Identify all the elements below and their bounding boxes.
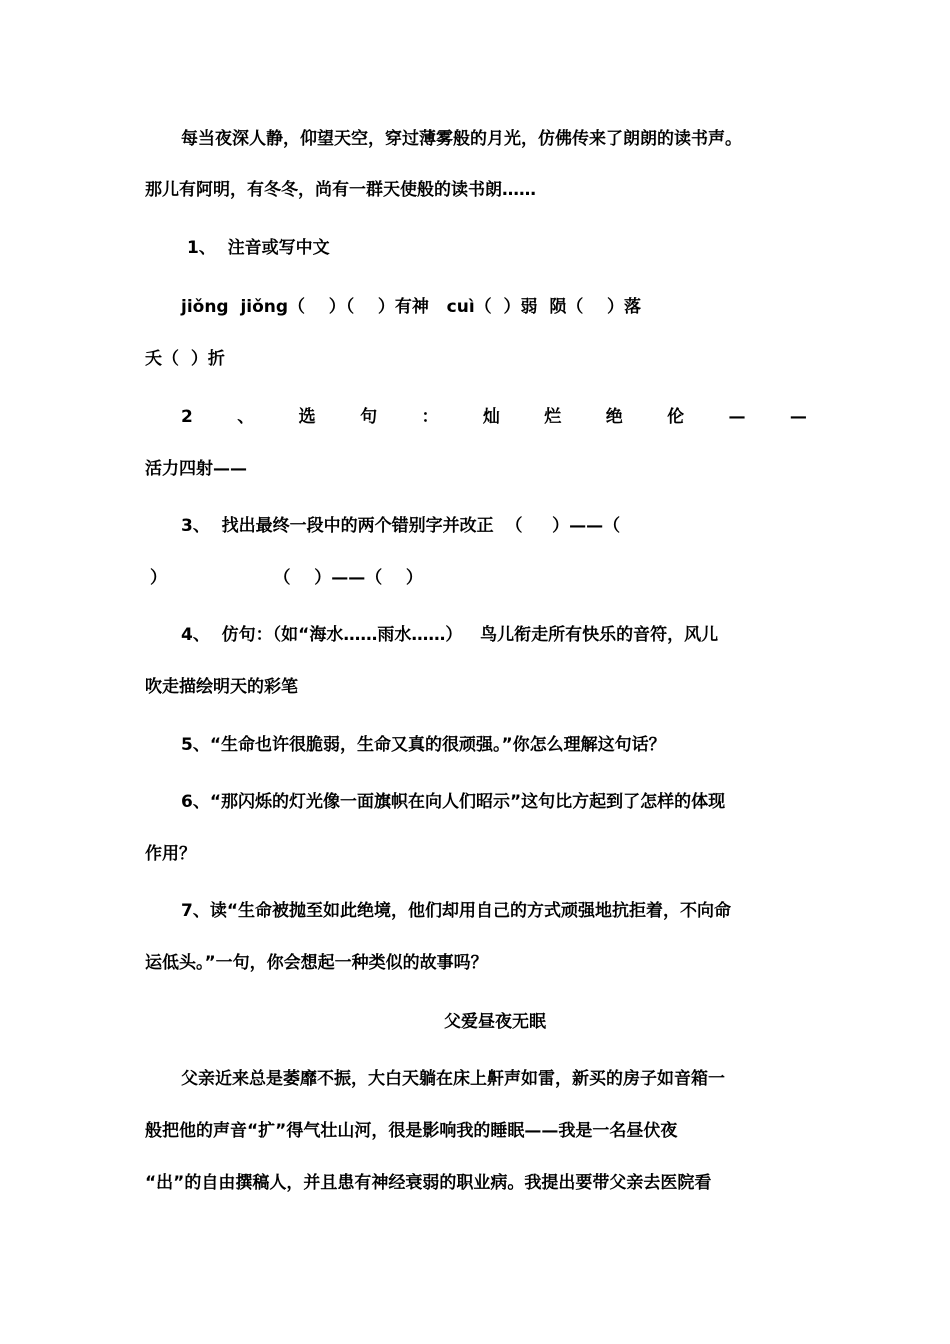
question-1-pinyin: jiǒng jiǒng（ ）（ ）有神 cuì（ ）弱 陨（ ）落 bbox=[181, 297, 642, 317]
question-4: 4、 仿句：（如“海水……雨水……） 鸟儿衔走所有快乐的音符，风儿 bbox=[181, 625, 719, 645]
q2-part: 烂 bbox=[544, 407, 562, 427]
story-paragraph-line-3: “出”的自由撰稿人，并且患有神经衰弱的职业病。我提出要带父亲去医院看 bbox=[145, 1173, 712, 1193]
question-6-cont: 作用？ bbox=[145, 844, 196, 864]
q2-part: 2 bbox=[181, 407, 193, 427]
q2-part: 伦 bbox=[667, 407, 685, 427]
q2-part: 、 bbox=[237, 407, 255, 427]
question-3-cont: ） （ ）——（ ） bbox=[150, 568, 423, 588]
question-2 bbox=[181, 405, 807, 429]
story-paragraph-line-1: 父亲近来总是萎靡不振，大白天躺在床上鼾声如雷，新买的房子如音箱一 bbox=[181, 1069, 725, 1089]
question-2-cont: 活力四射—— bbox=[145, 459, 247, 479]
q2-part: ： bbox=[421, 407, 439, 427]
question-7: 7、读“生命被抛至如此绝境，他们却用自己的方式顽强地抗拒着，不向命 bbox=[181, 901, 731, 921]
q2-part: 灿 bbox=[482, 407, 500, 427]
question-1: 1、 注音或写中文 bbox=[187, 238, 330, 258]
q2-part: 绝 bbox=[605, 407, 623, 427]
question-7-cont: 运低头。”一句，你会想起一种类似的故事吗？ bbox=[145, 953, 488, 973]
q2-part: 选 bbox=[298, 407, 316, 427]
q2-part: — bbox=[789, 407, 807, 427]
question-3: 3、 找出最终一段中的两个错别字并改正 （ ）——（ bbox=[181, 516, 621, 536]
question-1-cont: 夭（ ）折 bbox=[145, 349, 225, 369]
question-4-cont: 吹走描绘明天的彩笔 bbox=[145, 677, 298, 697]
q2-part: — bbox=[728, 407, 746, 427]
story-paragraph-line-2: 般把他的声音“扩”得气壮山河，很是影响我的睡眠——我是一名昼伏夜 bbox=[145, 1121, 678, 1141]
intro-line-2: 那儿有阿明，有冬冬，尚有一群天使般的读书朗…… bbox=[145, 180, 536, 200]
question-5: 5、“生命也许很脆弱，生命又真的很顽强。”你怎么理解这句话？ bbox=[181, 735, 666, 755]
question-6: 6、“那闪烁的灯光像一面旗帜在向人们昭示”这句比方起到了怎样的体现 bbox=[181, 792, 726, 812]
q2-part: 句 bbox=[360, 407, 378, 427]
intro-line-1: 每当夜深人静，仰望天空，穿过薄雾般的月光，仿佛传来了朗朗的读书声。 bbox=[181, 129, 742, 149]
story-title: 父爱昼夜无眠 bbox=[444, 1012, 546, 1032]
